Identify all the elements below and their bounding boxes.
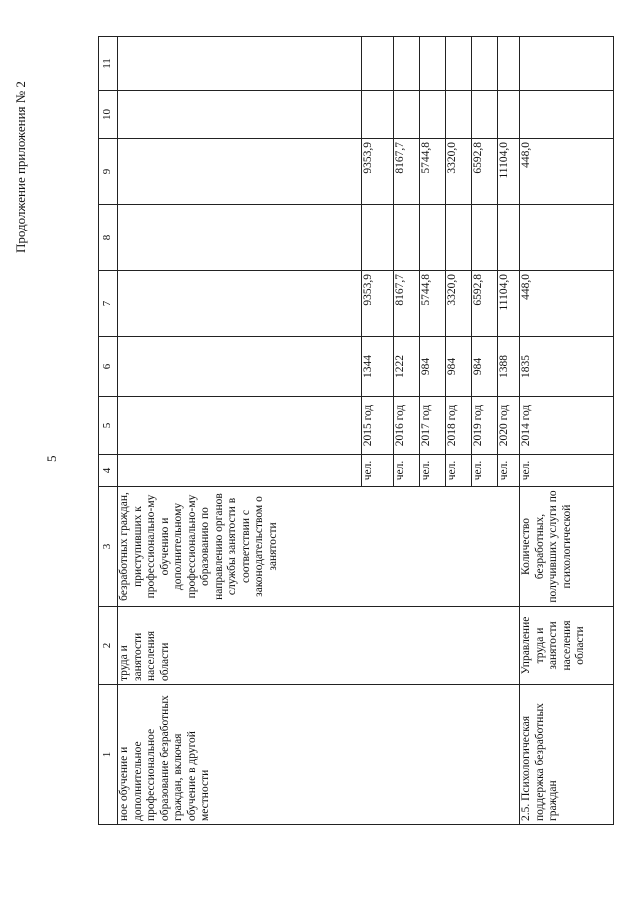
- col-header: 6: [99, 337, 118, 397]
- c9-cell: 448,0: [520, 139, 614, 205]
- col-header: 11: [99, 37, 118, 91]
- unit-cell: чел.: [520, 455, 614, 487]
- c7-cell: 5744,8: [420, 271, 446, 337]
- executor-cell: труда и занятости населения области: [118, 607, 520, 685]
- c11-cell: [118, 37, 362, 91]
- c9-cell: [118, 139, 362, 205]
- c6-cell: 984: [446, 337, 472, 397]
- page-number: 5: [44, 455, 59, 462]
- unit-cell: чел.: [394, 455, 420, 487]
- appendix-label: Продолжение приложения № 2: [13, 81, 28, 253]
- unit-cell: чел.: [362, 455, 394, 487]
- budget-table: [98, 36, 614, 825]
- indicator-cell: Количество безработных, получивших услуги по психологической: [520, 487, 614, 607]
- c11-cell: [420, 37, 446, 91]
- c7-cell: 9353,9: [362, 271, 394, 337]
- year-cell: 2020 год: [498, 397, 520, 455]
- c9-cell: 3320,0: [446, 139, 472, 205]
- c10-cell: [498, 91, 520, 139]
- c11-cell: [394, 37, 420, 91]
- col-header: 5: [99, 397, 118, 455]
- c10-cell: [520, 91, 614, 139]
- c7-cell: 11104,0: [498, 271, 520, 337]
- c10-cell: [394, 91, 420, 139]
- year-cell: [118, 397, 362, 455]
- c11-cell: [472, 37, 498, 91]
- c7-cell: 448,0: [520, 271, 614, 337]
- col-header: 2: [99, 607, 118, 685]
- year-cell: 2016 год: [394, 397, 420, 455]
- c8-cell: [520, 205, 614, 271]
- c11-cell: [498, 37, 520, 91]
- col-header: 8: [99, 205, 118, 271]
- c11-cell: [520, 37, 614, 91]
- c10-cell: [420, 91, 446, 139]
- c10-cell: [118, 91, 362, 139]
- c8-cell: [394, 205, 420, 271]
- c10-cell: [472, 91, 498, 139]
- year-cell: 2019 год: [472, 397, 498, 455]
- column-number-row: [99, 37, 118, 825]
- year-cell: 2017 год: [420, 397, 446, 455]
- c8-cell: [446, 205, 472, 271]
- c9-cell: 5744,8: [420, 139, 446, 205]
- activity-name-cell: ное обучение и дополнительное профессиональное образование безработных граждан, включая обучение в другой местности: [118, 685, 520, 825]
- c7-cell: 3320,0: [446, 271, 472, 337]
- c10-cell: [446, 91, 472, 139]
- c6-cell: 984: [420, 337, 446, 397]
- year-cell: 2014 год: [520, 397, 614, 455]
- c8-cell: [472, 205, 498, 271]
- col-header: 3: [99, 487, 118, 607]
- c9-cell: 6592,8: [472, 139, 498, 205]
- col-header: 4: [99, 455, 118, 487]
- unit-cell: чел.: [472, 455, 498, 487]
- c6-cell: 1835: [520, 337, 614, 397]
- unit-cell: чел.: [420, 455, 446, 487]
- col-header: 9: [99, 139, 118, 205]
- c10-cell: [362, 91, 394, 139]
- c7-cell: 6592,8: [472, 271, 498, 337]
- year-cell: 2018 год: [446, 397, 472, 455]
- unit-cell: чел.: [498, 455, 520, 487]
- c6-cell: [118, 337, 362, 397]
- col-header: 7: [99, 271, 118, 337]
- c9-cell: 11104,0: [498, 139, 520, 205]
- col-header: 10: [99, 91, 118, 139]
- table-row: [520, 37, 614, 825]
- c8-cell: [420, 205, 446, 271]
- c9-cell: 9353,9: [362, 139, 394, 205]
- c6-cell: 1222: [394, 337, 420, 397]
- c11-cell: [362, 37, 394, 91]
- indicator-cell: безработных граждан, приступивших к профессионально-му обучению и дополнительному профессионально-му образованию по направлению органов службы занятости в соответствии с законодательством о занятости: [118, 487, 520, 607]
- unit-cell: чел.: [446, 455, 472, 487]
- c11-cell: [446, 37, 472, 91]
- c8-cell: [118, 205, 362, 271]
- c8-cell: [498, 205, 520, 271]
- c6-cell: 1344: [362, 337, 394, 397]
- table-row: [118, 37, 362, 825]
- col-header: 1: [99, 685, 118, 825]
- c9-cell: 8167,7: [394, 139, 420, 205]
- c7-cell: 8167,7: [394, 271, 420, 337]
- executor-cell: Управление труда и занятости населения области: [520, 607, 614, 685]
- c8-cell: [362, 205, 394, 271]
- c6-cell: 1388: [498, 337, 520, 397]
- c7-cell: [118, 271, 362, 337]
- c6-cell: 984: [472, 337, 498, 397]
- year-cell: 2015 год: [362, 397, 394, 455]
- activity-name-cell: 2.5. Психологическая поддержка безработных граждан: [520, 685, 614, 825]
- unit-cell: [118, 455, 362, 487]
